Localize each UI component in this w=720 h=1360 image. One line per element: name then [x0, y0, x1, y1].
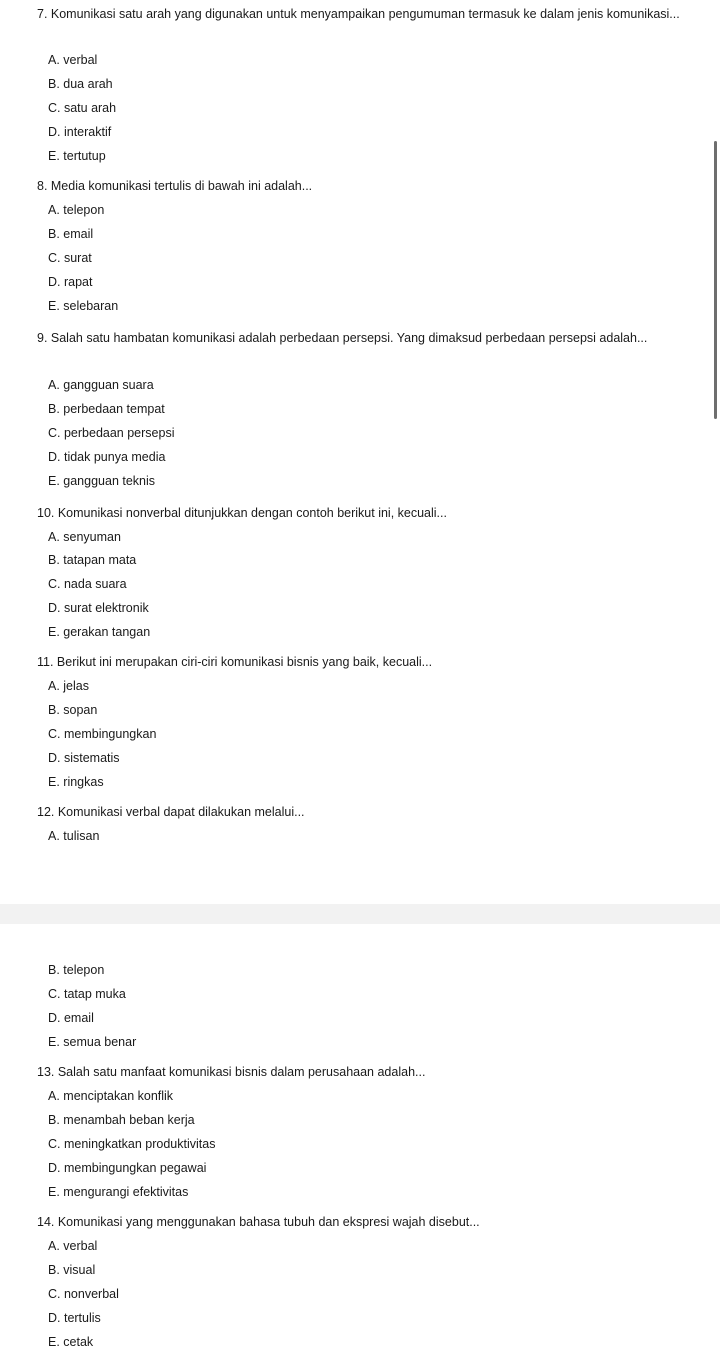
question-14-option-a: A. verbal [48, 1239, 98, 1253]
question-8-option-a: A. telepon [48, 203, 105, 217]
question-11-option-c: C. membingungkan [48, 727, 157, 741]
question-12-option-e: E. semua benar [48, 1035, 137, 1049]
question-8-option-b: B. email [48, 227, 94, 241]
question-12-text: 12. Komunikasi verbal dapat dilakukan melalui... [37, 805, 305, 819]
question-12-option-a: A. tulisan [48, 829, 100, 843]
question-14-option-b: B. visual [48, 1263, 96, 1277]
question-9-option-e: E. gangguan teknis [48, 474, 156, 488]
question-13-option-d: D. membingungkan pegawai [48, 1161, 207, 1175]
scrollbar-thumb[interactable] [714, 141, 717, 419]
question-7-option-e: E. tertutup [48, 149, 106, 163]
question-12-option-d: D. email [48, 1011, 94, 1025]
question-10-option-b: B. tatapan mata [48, 553, 137, 567]
question-10-option-a: A. senyuman [48, 530, 121, 544]
question-11-option-a: A. jelas [48, 679, 89, 693]
question-8-option-d: D. rapat [48, 275, 93, 289]
question-13-option-c: C. meningkatkan produktivitas [48, 1137, 216, 1151]
question-9-option-c: C. perbedaan persepsi [48, 426, 175, 440]
question-12-option-c: C. tatap muka [48, 987, 126, 1001]
question-13-text: 13. Salah satu manfaat komunikasi bisnis dalam perusahaan adalah... [37, 1065, 426, 1079]
question-8-option-e: E. selebaran [48, 299, 119, 313]
question-7-option-a: A. verbal [48, 53, 98, 67]
page-break [0, 904, 720, 924]
question-8-option-c: C. surat [48, 251, 92, 265]
question-12-option-b: B. telepon [48, 963, 105, 977]
question-10-option-e: E. gerakan tangan [48, 625, 151, 639]
question-8-text: 8. Media komunikasi tertulis di bawah ini adalah... [37, 179, 313, 193]
question-14-option-e: E. cetak [48, 1335, 94, 1349]
question-13-option-e: E. mengurangi efektivitas [48, 1185, 189, 1199]
question-14-text: 14. Komunikasi yang menggunakan bahasa tubuh dan ekspresi wajah disebut... [37, 1215, 480, 1229]
question-11-text: 11. Berikut ini merupakan ciri-ciri komunikasi bisnis yang baik, kecuali... [37, 655, 433, 669]
question-7-option-c: C. satu arah [48, 101, 117, 115]
question-11-option-e: E. ringkas [48, 775, 104, 789]
question-14-option-c: C. nonverbal [48, 1287, 119, 1301]
question-10-option-c: C. nada suara [48, 577, 127, 591]
question-9-option-a: A. gangguan suara [48, 378, 154, 392]
question-9-option-b: B. perbedaan tempat [48, 402, 165, 416]
question-7-option-b: B. dua arah [48, 77, 113, 91]
question-7-text: 7. Komunikasi satu arah yang digunakan untuk menyampaikan pengumuman termasuk ke dalam jenis komunikasi... [37, 7, 680, 21]
question-11-option-d: D. sistematis [48, 751, 120, 765]
question-14-option-d: D. tertulis [48, 1311, 101, 1325]
question-10-text: 10. Komunikasi nonverbal ditunjukkan dengan contoh berikut ini, kecuali... [37, 506, 447, 520]
question-9-option-d: D. tidak punya media [48, 450, 166, 464]
question-7-option-d: D. interaktif [48, 125, 112, 139]
document-page-2 [0, 924, 720, 1360]
question-10-option-d: D. surat elektronik [48, 601, 149, 615]
question-13-option-b: B. menambah beban kerja [48, 1113, 195, 1127]
question-11-option-b: B. sopan [48, 703, 98, 717]
question-13-option-a: A. menciptakan konflik [48, 1089, 174, 1103]
question-9-text: 9. Salah satu hambatan komunikasi adalah perbedaan persepsi. Yang dimaksud perbedaan persepsi adalah... [37, 331, 648, 345]
